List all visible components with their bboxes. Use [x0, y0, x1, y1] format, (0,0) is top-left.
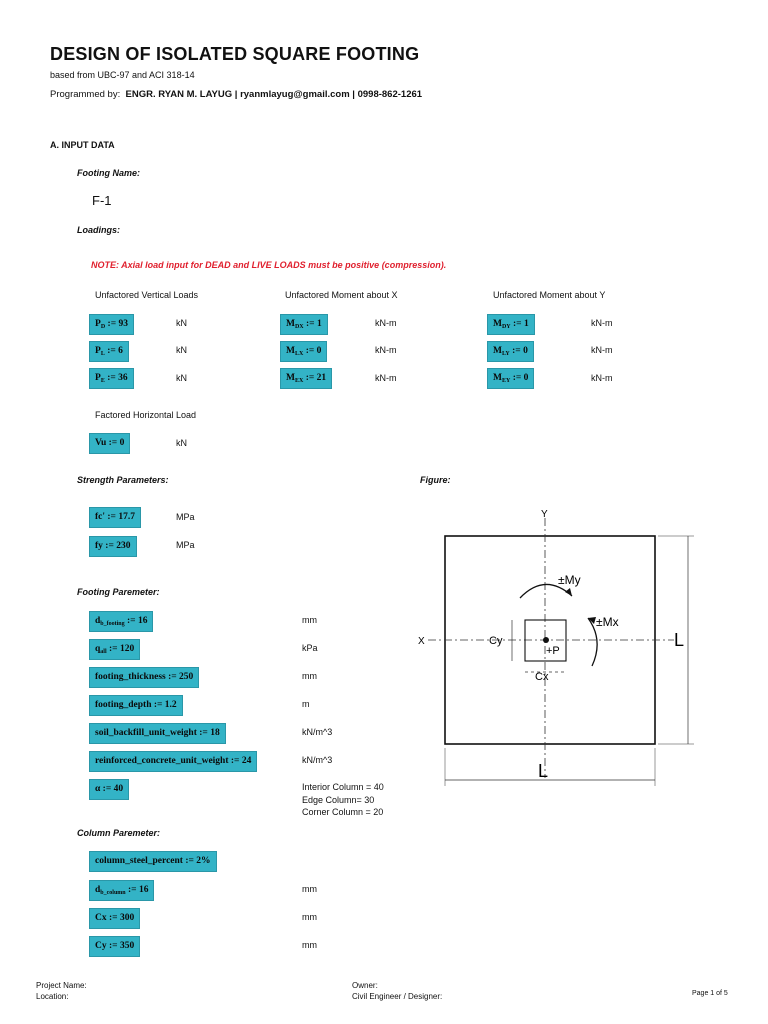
unit-mdy: kN-m — [591, 318, 613, 328]
footing-figure — [412, 500, 702, 800]
mx-label: ±Mx — [596, 615, 619, 629]
footer-owner: Owner: — [352, 981, 378, 990]
footer-project-name: Project Name: — [36, 981, 87, 990]
header-vertical-loads: Unfactored Vertical Loads — [95, 290, 199, 300]
input-cx[interactable]: Cx := 300 — [89, 908, 140, 929]
unit-fc: MPa — [176, 512, 195, 522]
unit-soil-unit-weight: kN/m^3 — [302, 727, 333, 737]
input-db-footing[interactable]: $d_{b\_footing}$ := 16 — [89, 611, 153, 632]
unit-db-footing: mm — [302, 615, 317, 625]
input-mlx[interactable]: $M_{LX}$ := 0 — [280, 341, 327, 362]
programmed-by-value: ENGR. RYAN M. LAYUG | ryanmlayug@gmail.com | 0998-862-1261 — [125, 89, 423, 100]
input-db-column[interactable]: $d_{b\_column}$ := 16 — [89, 880, 154, 901]
unit-mey: kN-m — [591, 373, 613, 383]
input-mdx[interactable]: $M_{DX}$ := 1 — [280, 314, 328, 335]
page-title: DESIGN OF ISOLATED SQUARE FOOTING — [50, 44, 420, 64]
unit-concrete-unit-weight: kN/m^3 — [302, 755, 333, 765]
input-pe[interactable]: $P_E$ := 36 — [89, 368, 134, 389]
input-mly[interactable]: $M_{LY}$ := 0 — [487, 341, 534, 362]
column-param-label: Column Paremeter: — [77, 828, 161, 838]
bottom-dimension-label: L — [538, 761, 549, 781]
alpha-note-edge: Edge Column= 30 — [302, 795, 375, 805]
unit-mly: kN-m — [591, 345, 613, 355]
unit-pl: kN — [176, 345, 187, 355]
footer-engineer: Civil Engineer / Designer: — [352, 992, 443, 1001]
footing-name-label: Footing Name: — [77, 168, 140, 178]
input-mex[interactable]: $M_{EX}$ := 21 — [280, 368, 332, 389]
input-pd[interactable]: $P_D$ := 93 — [89, 314, 134, 335]
unit-mlx: kN-m — [375, 345, 397, 355]
alpha-note-interior: Interior Column = 40 — [302, 782, 384, 792]
input-qall[interactable]: $q_{all}$ := 120 — [89, 639, 140, 660]
load-point-marker — [543, 637, 549, 643]
input-fy[interactable]: fy := 230 — [89, 536, 137, 557]
unit-db-column: mm — [302, 884, 317, 894]
cx-label: Cx — [535, 671, 549, 683]
unit-footing-depth: m — [302, 699, 310, 709]
input-mey[interactable]: $M_{EY}$ := 0 — [487, 368, 534, 389]
strength-label: Strength Parameters: — [77, 475, 169, 485]
input-alpha[interactable]: α := 40 — [89, 779, 129, 800]
input-pl[interactable]: $P_L$ := 6 — [89, 341, 129, 362]
input-footing-depth[interactable]: footing_depth := 1.2 — [89, 695, 183, 716]
loadings-label: Loadings: — [77, 225, 120, 235]
axial-load-label: +P — [546, 645, 560, 657]
right-dimension-label: L — [674, 630, 685, 650]
programmer-credit — [50, 89, 422, 100]
header-moment-x: Unfactored Moment about X — [285, 290, 398, 300]
alpha-note-corner: Corner Column = 20 — [302, 807, 384, 817]
unit-cx: mm — [302, 912, 317, 922]
unit-mdx: kN-m — [375, 318, 397, 328]
header-moment-y: Unfactored Moment about Y — [493, 290, 606, 300]
my-label: ±My — [558, 573, 581, 587]
y-axis-label: Y — [541, 509, 548, 520]
input-fc[interactable]: fc' := 17.7 — [89, 507, 141, 528]
unit-qall: kPa — [302, 643, 318, 653]
axial-load-note: NOTE: Axial load input for DEAD and LIVE LOADS must be positive (compression). — [91, 260, 447, 270]
page-subtitle: based from UBC-97 and ACI 318-14 — [50, 70, 195, 80]
footer-location: Location: — [36, 992, 69, 1001]
cy-label: Cy — [489, 635, 503, 647]
unit-mex: kN-m — [375, 373, 397, 383]
unit-fy: MPa — [176, 540, 195, 550]
input-concrete-unit-weight[interactable]: reinforced_concrete_unit_weight := 24 — [89, 751, 257, 772]
unit-pe: kN — [176, 373, 187, 383]
footer-page-number: Page 1 of 5 — [692, 990, 728, 997]
programmed-by-label: Programmed by: — [50, 89, 121, 100]
unit-footing-thickness: mm — [302, 671, 317, 681]
figure-label: Figure: — [420, 475, 451, 485]
unit-cy: mm — [302, 940, 317, 950]
input-footing-thickness[interactable]: footing_thickness := 250 — [89, 667, 199, 688]
input-column-steel-percent[interactable]: column_steel_percent := 2% — [89, 851, 217, 872]
section-title: A. INPUT DATA — [50, 140, 115, 150]
unit-vu: kN — [176, 438, 187, 448]
x-axis-label: X — [418, 636, 425, 647]
input-mdy[interactable]: $M_{DY}$ := 1 — [487, 314, 535, 335]
footing-name-value[interactable]: F-1 — [92, 193, 112, 208]
my-arrowhead — [565, 588, 572, 596]
input-cy[interactable]: Cy := 350 — [89, 936, 140, 957]
header-horizontal-load: Factored Horizontal Load — [95, 410, 197, 420]
footing-param-label: Footing Paremeter: — [77, 587, 160, 597]
input-vu[interactable]: Vu := 0 — [89, 433, 130, 454]
unit-pd: kN — [176, 318, 187, 328]
input-soil-unit-weight[interactable]: soil_backfill_unit_weight := 18 — [89, 723, 226, 744]
